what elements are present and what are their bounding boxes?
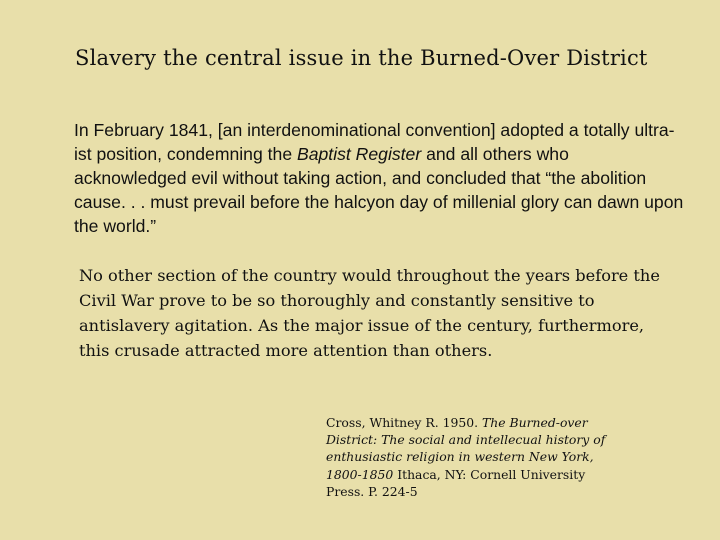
citation-author-year: Cross, Whitney R. 1950. — [326, 415, 482, 430]
quote-text-part1: In February 1841, [an interdenominational convention] adopted a totally ultra-ist position, condemning the — [74, 120, 675, 164]
slide-title: Slavery the central issue in the Burned-Over District — [75, 46, 648, 70]
quote-paragraph — [74, 118, 684, 238]
quote-emphasis: Baptist Register — [297, 144, 422, 164]
quote-text-part2: and all others who acknowledged evil without taking action, and concluded that “the abolition cause. . . must prevail before the halcyon day of millenial glory can dawn upon the world.” — [74, 144, 684, 236]
citation-book-title: The Burned-over District: The social and intellecual history of enthusiastic religion in western New York, 1800-1850 — [326, 415, 606, 482]
commentary-paragraph: No other section of the country would throughout the years before the Civil War prove to be so thoroughly and constantly sensitive to antislavery agitation. As the major issue of the century, furthermore, this crusade attracted more attention than others. — [79, 266, 660, 360]
citation-publisher: Ithaca, NY: Cornell University Press. P. 224-5 — [326, 466, 586, 499]
citation — [326, 414, 616, 500]
